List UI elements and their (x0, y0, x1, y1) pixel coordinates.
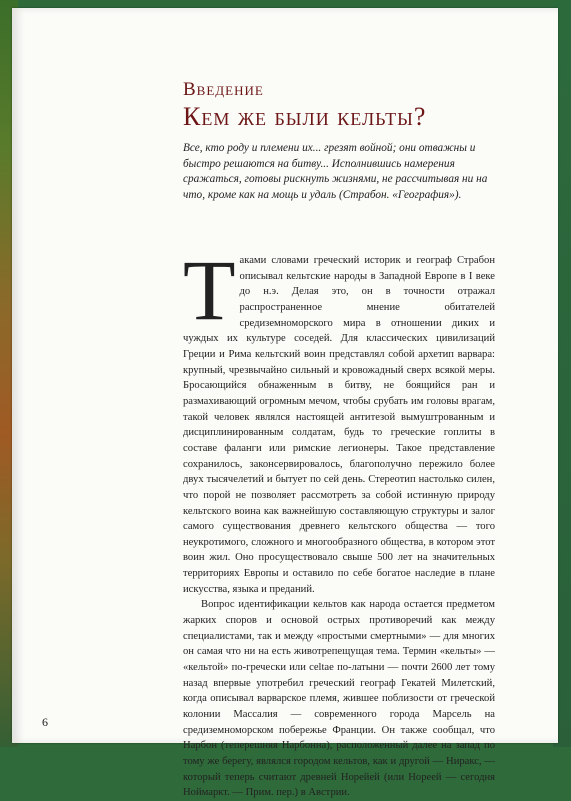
book-page (12, 8, 558, 799)
drop-cap: Т (183, 242, 236, 338)
chapter-heading (183, 80, 426, 132)
page-number: 6 (42, 715, 48, 729)
paragraph-1 (183, 242, 495, 597)
epigraph: Все, кто роду и племени их... грезят войной; они отважны и быстро решаются на битву... Исполнившись намерения сражаться, готовы рискнуть жизнями, не рассчитывая ни на что, кроме как на мощь и удаль (Страбон. «География»). (183, 142, 488, 201)
paragraph-1-text: аками словами греческий историк и географ Страбон описывал кельтские народы в Западной Европе в I веке до н.э. Делая это, он в точности отражал распространенное мнение обитателей средиземноморского мира в отношении диких и чуждых их культуре соседей. Для классических цивилизаций Греции и Рима кельтский воин представлял собой архетип варвара: крупный, чрезвычайно сильный и кровожадный сверх всякой меры. Бросающийся обнаженным в битву, не боящийся ран и размахивающий огромным мечом, чтобы срубать им головы врагам, такой человек являлся настоящей антитезой вымуштрованным и дисциплинированным солдатам, будь то греческие гоплиты в составе фаланги или римские легионеры. Такое представление сохранилось, законсервировалось, благополучно пережило более двух тысячелетий и бытует по сей день. Стереотип настолько силен, что порой не позволяет рассмотреть за собой истинную природу кельтского воина как важнейшую составляющую структуры и залог самого существования древнего кельтского общества — того неукротимого, сложного и многообразного общества, в котором этот воин жил. Оно просуществовало свыше 500 лет на значительных территориях Европы и оставило по себе богатое наследие в плане искусства, языка и преданий. (183, 255, 495, 595)
chapter-kicker: Введение (183, 79, 264, 100)
chapter-title: Кем же были кельты? (183, 102, 427, 131)
paragraph-2: Вопрос идентификации кельтов как народа остается предметом жарких споров и основой острых противоречий как между специалистами, так и между «простыми смертными» — для многих он самая что ни на есть животрепещущая тема. Термин «кельты» — «кельтой» по-гречески или celtae по-латыни — почти 2600 лет тому назад впервые употребил греческий географ Гекатей Милетский, когда описывал варварское племя, жившее поблизости от греческой колонии Массалия — современного города Марсель на средиземноморском побережье Франции. Он также сообщал, что Нарбон (теперешняя Нарбонна), расположенный далее на запад по тому же берегу, являлся городом кельтов, как и другой — Ниракс, — который теперь считают древней Норейей (или Нореей — сегодня Ноймаркт. — Прим. пер.) в Австрии. (183, 599, 495, 799)
body-text (183, 242, 495, 801)
